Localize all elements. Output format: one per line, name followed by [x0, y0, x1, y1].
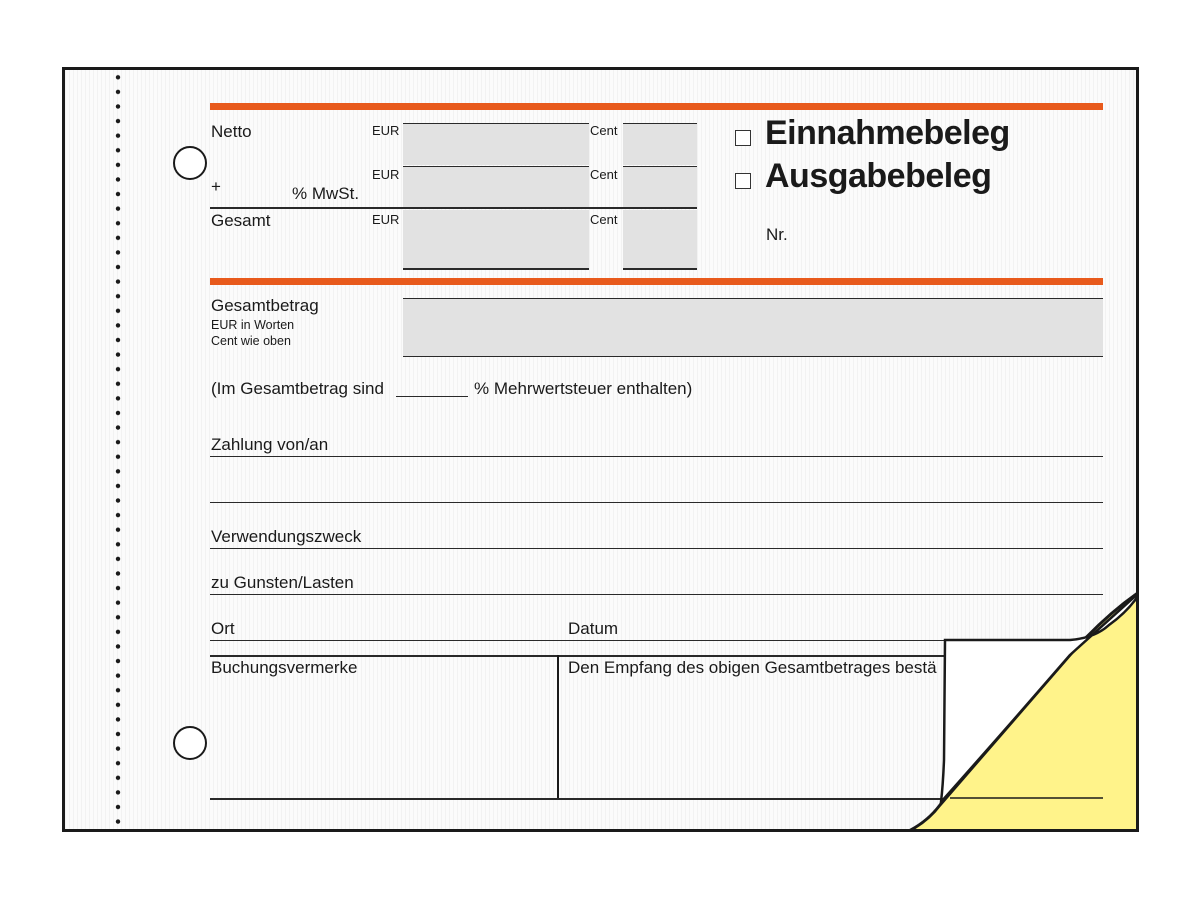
eur-label-mwst: EUR: [372, 167, 400, 182]
einnahmebeleg-title: Einnahmebeleg: [765, 114, 1010, 152]
netto-label: Netto: [211, 122, 252, 141]
gesamt-label: Gesamt: [211, 211, 271, 230]
eur-label-gesamt: EUR: [372, 212, 400, 227]
buchung-label: Buchungsvermerke: [211, 658, 358, 677]
page-curl-icon: [65, 70, 1139, 832]
receipt-form: [62, 67, 1139, 832]
gesamtbetrag-label: Gesamtbetrag: [211, 296, 319, 315]
ort-label: Ort: [211, 619, 235, 638]
verwendungszweck-label: Verwendungszweck: [211, 527, 362, 546]
cent-label-netto: Cent: [590, 123, 618, 138]
eur-label-netto: EUR: [372, 123, 400, 138]
ausgabebeleg-title: Ausgabebeleg: [765, 157, 992, 195]
mwst-label: % MwSt.: [292, 184, 360, 203]
nr-label: Nr.: [766, 225, 788, 244]
vat-note-prefix: (Im Gesamtbetrag sind: [211, 379, 384, 398]
gesamtbetrag-sub1: EUR in Worten: [211, 318, 295, 332]
plus-label: +: [211, 177, 221, 196]
empfang-label: Den Empfang des obigen Gesamtbetrages bestä: [568, 658, 937, 677]
cent-label-gesamt: Cent: [590, 212, 618, 227]
gesamtbetrag-sub2: Cent wie oben: [211, 334, 291, 348]
zahlung-label: Zahlung von/an: [211, 435, 329, 454]
cent-label-mwst: Cent: [590, 167, 618, 182]
vat-note-suffix: % Mehrwertsteuer enthalten): [474, 379, 693, 398]
gunsten-label: zu Gunsten/Lasten: [211, 573, 354, 592]
datum-label: Datum: [568, 619, 619, 638]
